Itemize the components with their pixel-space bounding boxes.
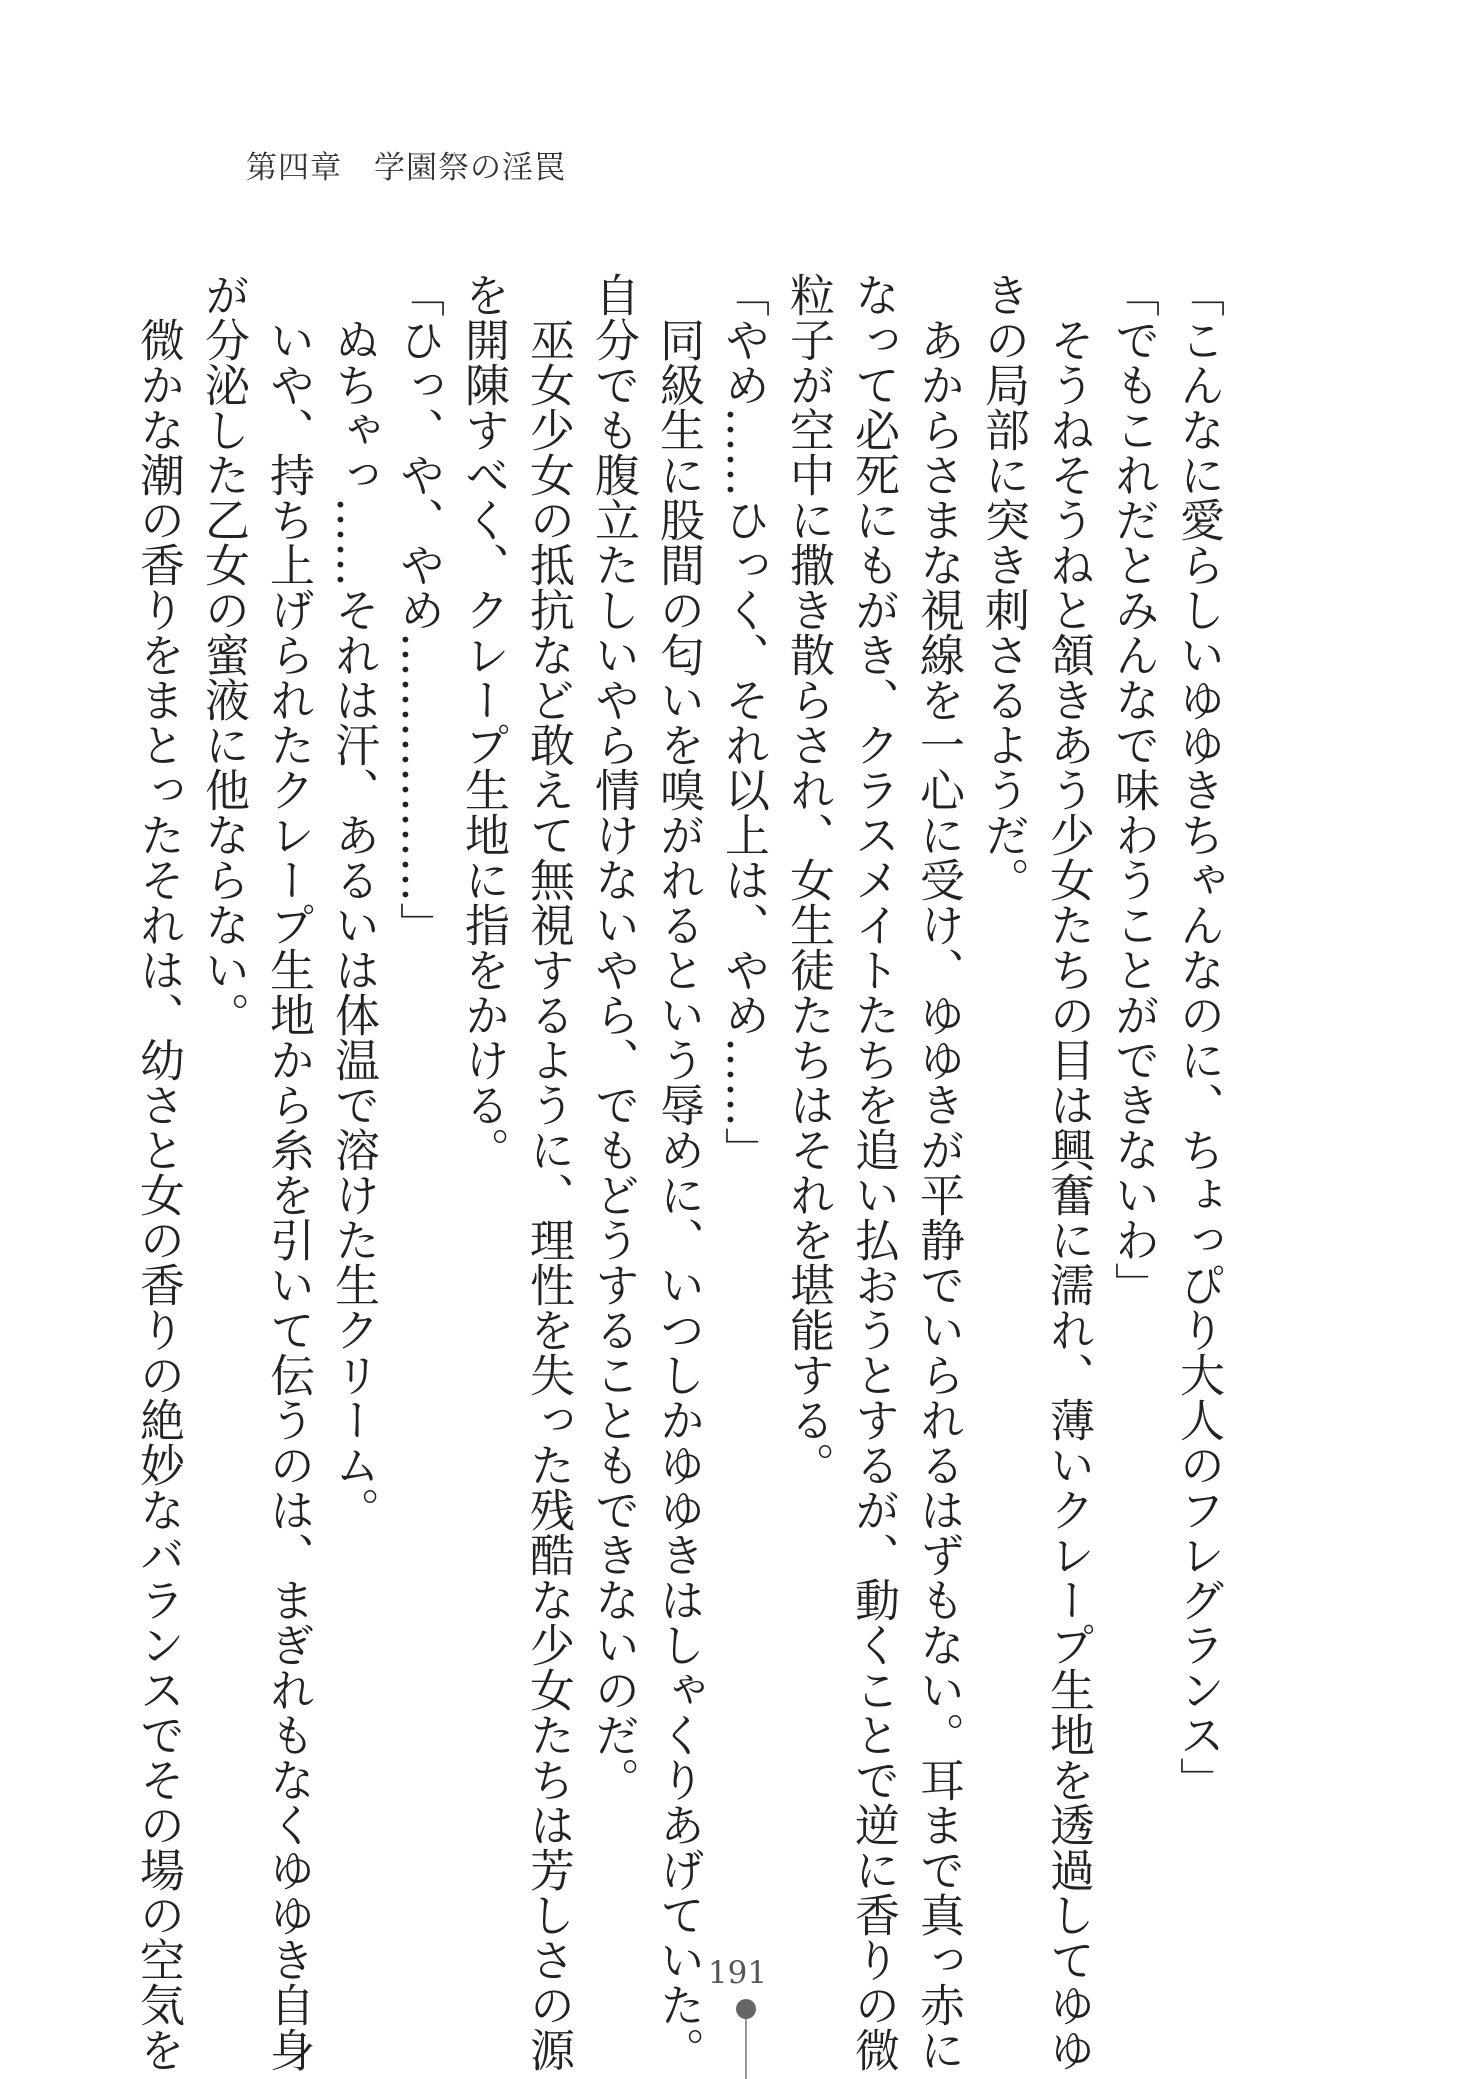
text-line: きの局部に突き刺さるようだ。 — [977, 272, 1030, 902]
text-line: 粒子が空中に撒き散らされ、女生徒たちはそれを堪能する。 — [782, 272, 835, 1487]
folio-dot-decoration — [736, 1999, 756, 2019]
text-line: いや、持ち上げられたクレープ生地から糸を引いて伝うのは、まぎれもなくゆゆき自身 — [262, 272, 315, 2072]
text-line: 「こんなに愛らしいゆゆきちゃんなのに、ちょっぴり大人のフレグランス」 — [1172, 272, 1225, 1802]
text-line: を開陳すべく、クレープ生地に指をかける。 — [457, 272, 510, 1172]
text-line: そうねそうねと頷きあう少女たちの目は興奮に濡れ、薄いクレープ生地を透過してゆゆ — [1042, 272, 1095, 2072]
text-line: 「でもこれだとみんなで味わうことができないわ」 — [1107, 272, 1160, 1307]
text-line: 「ひっ、や、やめ………………」 — [392, 272, 445, 947]
text-line: 巫女少女の抵抗など敢えて無視するように、理性を失った残酷な少女たちは芳しさの源 — [522, 272, 575, 2072]
text-line: が分泌した乙女の蜜液に他ならない。 — [197, 272, 250, 1037]
text-line: 「やめ……ひっく、それ以上は、やめ……」 — [717, 272, 770, 1172]
text-line: 自分でも腹立たしいやら情けないやら、でもどうすることもできないのだ。 — [587, 272, 640, 1802]
text-line: あからさまな視線を一心に受け、ゆゆきが平静でいられるはずもない。耳まで真っ赤に — [912, 272, 965, 2072]
page-number: 191 — [707, 1955, 768, 1991]
running-head: 第四章 学園祭の淫罠 — [246, 150, 566, 186]
text-line: なって必死にもがき、クラスメイトたちを追い払おうとするが、動くことで逆に香りの微 — [847, 272, 900, 2072]
text-line: 同級生に股間の匂いを嗅がれるという辱めに、いつしかゆゆきはしゃくりあげていた。 — [652, 272, 705, 2072]
text-line: 微かな潮の香りをまとったそれは、幼さと女の香りの絶妙なバランスでその場の空気を — [132, 272, 185, 2072]
text-line: ぬちゃっ……それは汗、あるいは体温で溶けた生クリーム。 — [327, 272, 380, 1532]
